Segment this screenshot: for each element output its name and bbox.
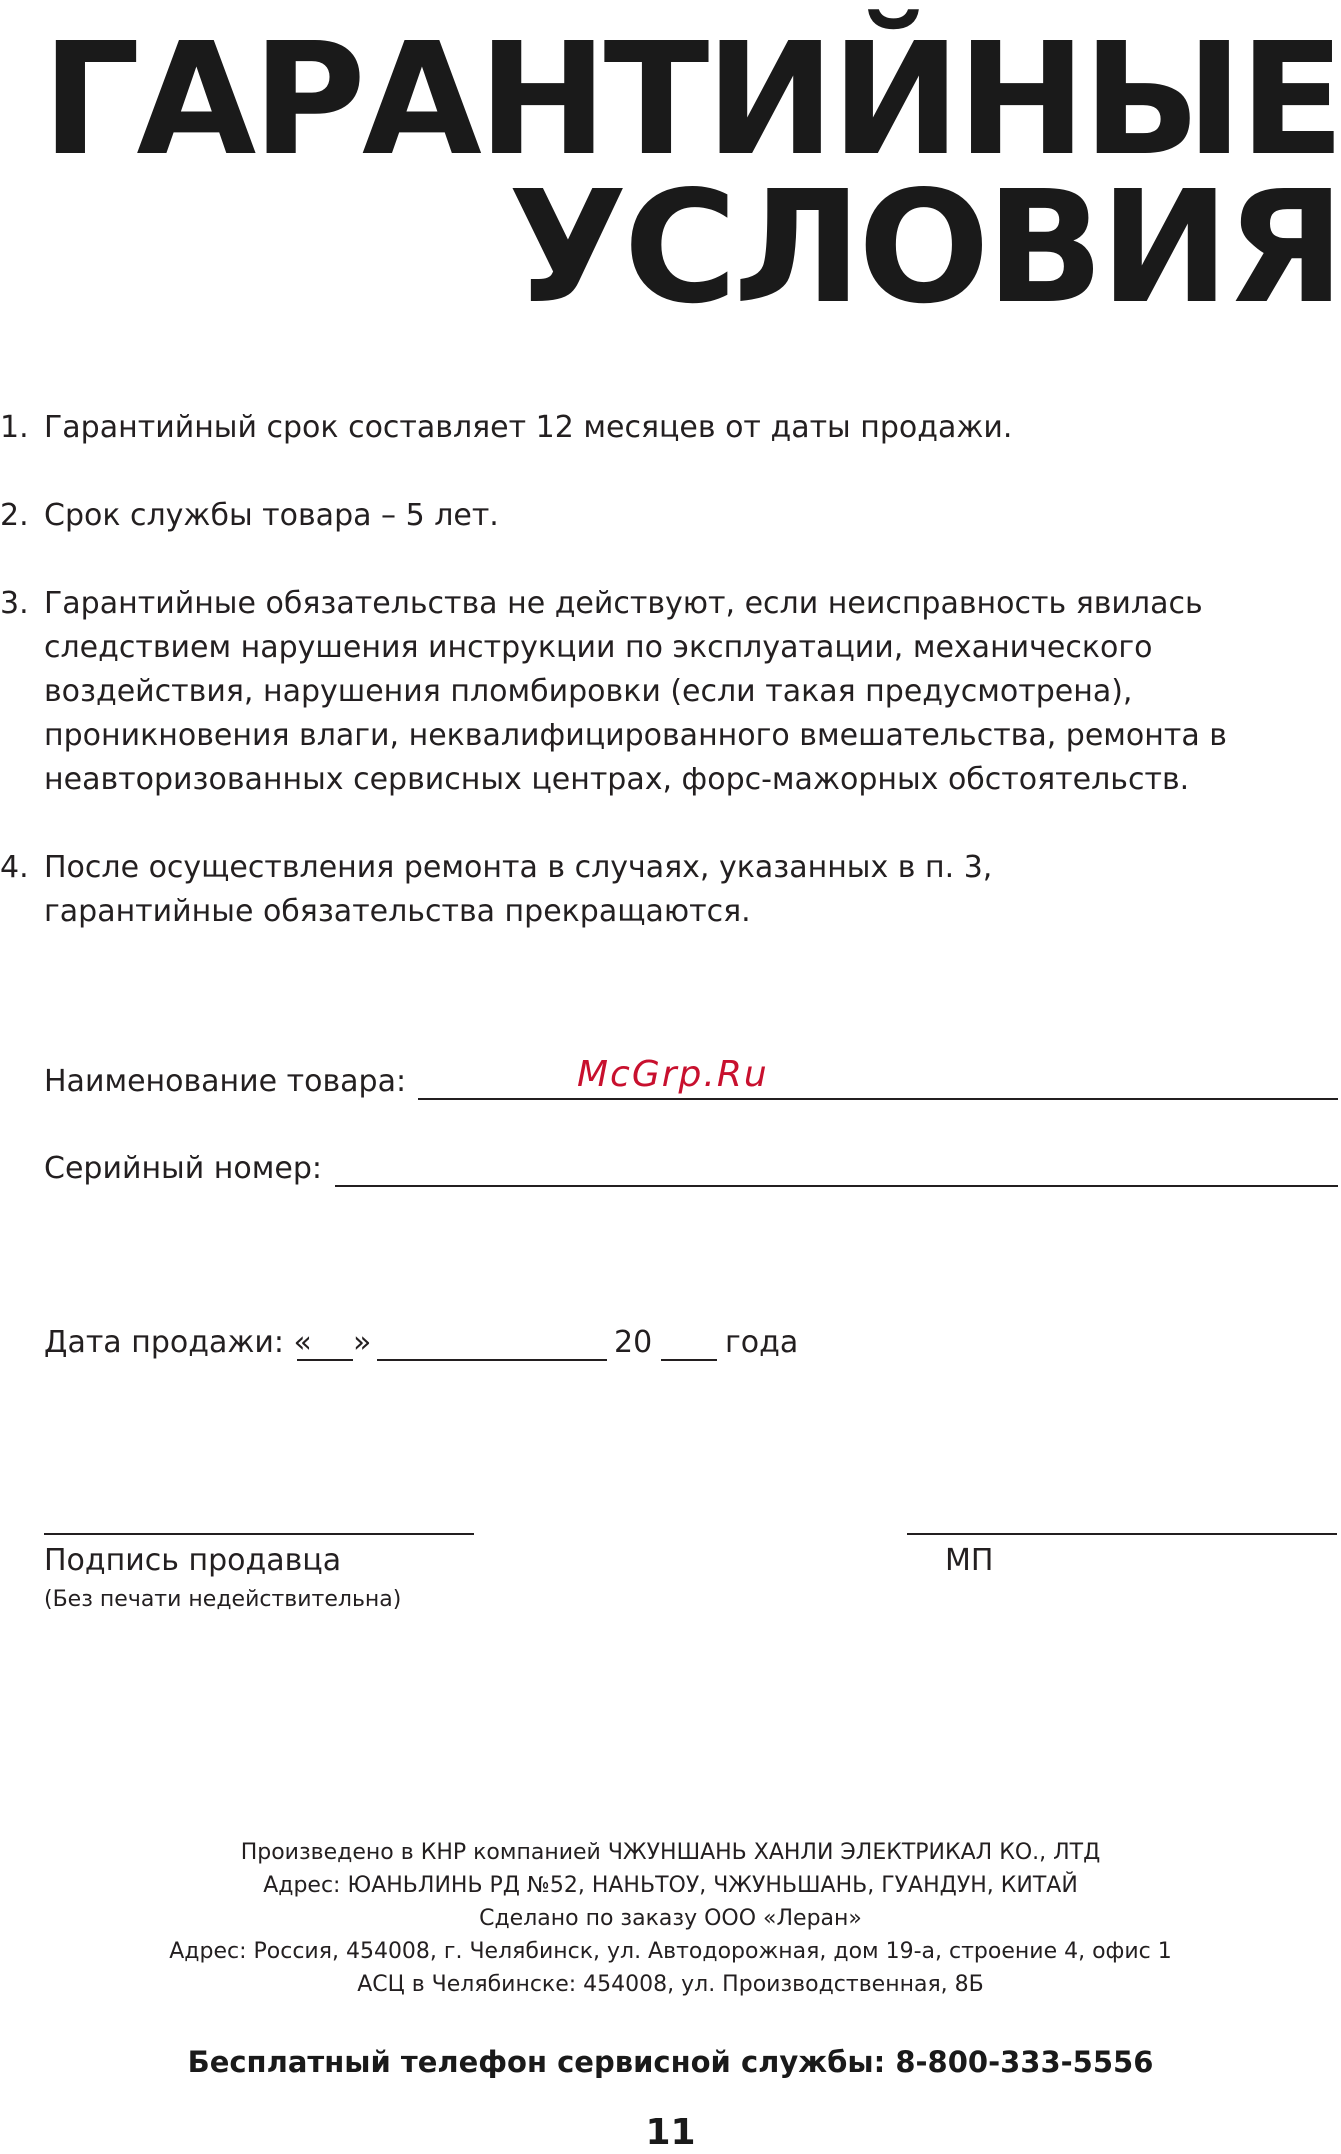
page-number: 11 bbox=[645, 2112, 696, 2153]
list-item bbox=[0, 406, 1341, 450]
list-item-text: Срок службы товара – 5 лет. bbox=[44, 498, 499, 533]
list-item-text: Гарантийные обязательства не действуют, если неисправность явилась следствием нарушения инструкции по эксплуатации, механического воздействия, нарушения пломбировки (если такая предусмотрена), проникновения влаги, неквалифицированного вмешательства, ремонта в неавторизованных сервисных центрах, форс-мажорных обстоятельств. bbox=[44, 586, 1227, 797]
ordered-by: Сделано по заказу ООО «Леран» bbox=[479, 1906, 862, 1931]
service-phone: Бесплатный телефон сервисной службы: 8-800-333-5556 bbox=[187, 2045, 1154, 2079]
sale-year-line[interactable] bbox=[661, 1359, 717, 1361]
stamp-label: МП bbox=[945, 1543, 994, 1578]
list-item-number: 2. bbox=[0, 498, 29, 533]
importer-address: Адрес: Россия, 454008, г. Челябинск, ул. Автодорожная, дом 19-а, строение 4, офис 1 bbox=[169, 1939, 1172, 1964]
sale-day-line[interactable] bbox=[297, 1359, 353, 1361]
serial-number-line[interactable] bbox=[335, 1185, 1338, 1187]
signature-line[interactable] bbox=[44, 1533, 474, 1535]
service-center-address: АСЦ в Челябинске: 454008, ул. Производственная, 8Б bbox=[357, 1972, 984, 1997]
sale-date-label: Дата продажи: « bbox=[44, 1325, 312, 1360]
list-item bbox=[0, 494, 1341, 538]
sale-year-suffix: года bbox=[725, 1325, 799, 1360]
product-name-label: Наименование товара: bbox=[44, 1064, 407, 1099]
list-item bbox=[0, 582, 1341, 802]
list-item-number: 4. bbox=[0, 850, 29, 885]
manufacturer-info bbox=[0, 1836, 1341, 2001]
watermark: McGrp.Ru bbox=[577, 1054, 769, 1095]
sale-date-quote-close: » bbox=[353, 1325, 372, 1360]
page-title-line-2: УСЛОВИЯ bbox=[508, 157, 1341, 338]
list-item-text: После осуществления ремонта в случаях, указанных в п. 3, гарантийные обязательства прекращаются. bbox=[44, 850, 993, 929]
list-item bbox=[0, 846, 1341, 934]
stamp-line[interactable] bbox=[907, 1533, 1337, 1535]
list-item-number: 1. bbox=[0, 410, 29, 445]
signature-label: Подпись продавца bbox=[44, 1543, 342, 1578]
list-item-number: 3. bbox=[0, 586, 29, 621]
manufacturer-address: Адрес: ЮАНЬЛИНЬ РД №52, НАНЬТОУ, ЧЖУНЬШАНЬ, ГУАНДУН, КИТАЙ bbox=[263, 1873, 1078, 1898]
manufacturer-line: Произведено в КНР компанией ЧЖУНШАНЬ ХАНЛИ ЭЛЕКТРИКАЛ КО., ЛТД bbox=[240, 1840, 1101, 1865]
serial-number-label: Серийный номер: bbox=[44, 1151, 322, 1186]
list-item-text: Гарантийный срок составляет 12 месяцев от даты продажи. bbox=[44, 410, 1013, 445]
signature-note: (Без печати недействительна) bbox=[44, 1587, 402, 1612]
product-name-line[interactable] bbox=[418, 1098, 1338, 1100]
sale-month-line[interactable] bbox=[377, 1359, 607, 1361]
sale-year-prefix: 20 bbox=[614, 1325, 653, 1360]
page-title-line-1: ГАРАНТИЙНЫЕ bbox=[41, 9, 1341, 190]
